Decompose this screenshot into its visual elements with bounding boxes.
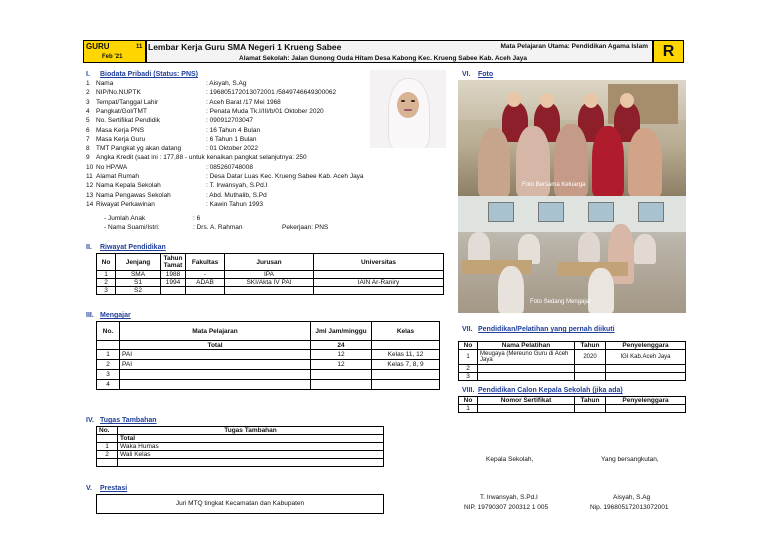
pendidikan-table [96, 253, 444, 295]
table-cell [186, 287, 225, 295]
table-cell: IAIN Ar-Raniry [314, 279, 444, 287]
col-header: Tahun [575, 397, 606, 405]
row-number: 9 [86, 154, 90, 162]
table-cell [225, 287, 314, 295]
col-header: Jurusan [225, 254, 314, 271]
biodata-row [86, 126, 261, 134]
table-cell: 1988 [161, 271, 186, 279]
col-header: Universitas [314, 254, 444, 271]
col-header: Mata Pelajaran [120, 322, 311, 341]
row-number: 12 [86, 182, 94, 190]
table-cell: 2 [97, 360, 120, 370]
table-cell: ADAB [186, 279, 225, 287]
table-cell: 3 [97, 370, 120, 380]
biodata-heading: I. Biodata Pribadi (Status: PNS) [86, 71, 199, 78]
col-header: Jml Jam/minggu [311, 322, 372, 341]
row-label: Nama [96, 80, 114, 87]
sign-left-nip: NIP. 19790307 200312 1 005 [464, 504, 549, 511]
table-cell: 3 [459, 373, 478, 381]
table-row [97, 271, 444, 279]
table-cell: 1994 [161, 279, 186, 287]
table-row [97, 443, 384, 451]
row-label: Nama Pengawas Sekolah [96, 191, 171, 199]
col-header: Tahun Tamat [161, 254, 186, 271]
row-number: 7 [86, 135, 90, 143]
row-value: : 090912703047 [206, 117, 253, 125]
table-cell: 1 [459, 350, 478, 365]
table-row [97, 360, 440, 370]
row-value: : Desa Datar Luas Kec. Krueng Sabee Kab. Aceh Jaya [206, 173, 364, 180]
table-row [97, 287, 444, 295]
table-row [97, 380, 440, 390]
total-value: 24 [311, 341, 372, 350]
col-header: Nomor Sertifikat [478, 397, 575, 405]
table-cell [120, 370, 311, 380]
table-cell [606, 373, 686, 381]
table-cell: 3 [97, 287, 116, 295]
row-number: 4 [86, 107, 90, 115]
sign-left-name: T. Irwansyah, S.Pd.I [480, 494, 538, 501]
col-header: No [459, 397, 478, 405]
row-value: : 6 Tahun 1 Bulan [206, 135, 257, 143]
header-main [146, 40, 653, 63]
biodata-row [86, 89, 337, 97]
pelatihan-heading: VII. Pendidikan/Pelatihan yang pernah diikuti [462, 326, 615, 333]
row-value: : T. Irwansyah, S.Pd.I [206, 182, 268, 190]
table-row [459, 350, 686, 365]
table-cell: Meugaya (Mereuno Guru di Aceh Jaya [478, 350, 575, 365]
table-cell [575, 373, 606, 381]
row-value: : 085260748008 [206, 163, 253, 171]
children-row: - Jumlah Anak : 6 [104, 215, 201, 222]
row-label: No. Sertifikat Pendidik [96, 117, 160, 125]
row-label: NIP/No.NUPTK [96, 89, 141, 97]
table-row [97, 370, 440, 380]
badge-r [653, 40, 684, 63]
table-cell: 12 [311, 360, 372, 370]
calon-table [458, 396, 686, 413]
col-header: Penyelenggara [606, 397, 686, 405]
badge-letter: R [662, 43, 675, 60]
biodata-row [86, 107, 324, 115]
biodata-row [86, 182, 268, 190]
biodata-row [86, 135, 257, 143]
table-cell [606, 405, 686, 413]
table-cell [118, 459, 384, 467]
prestasi-heading: V. Prestasi [86, 485, 128, 492]
teaching-photo [458, 196, 686, 313]
table-cell: PAI [120, 350, 311, 360]
row-value: : Penata Muda Tk.I/III/b/01 Oktober 2020 [206, 107, 324, 115]
col-header: Jenjang [116, 254, 161, 271]
table-cell: 2 [459, 365, 478, 373]
table-cell [606, 365, 686, 373]
biodata-row [86, 98, 281, 106]
sign-left-title: Kepala Sekolah, [486, 456, 534, 463]
row-value: : 196805172013072001 /5849746649300062 [206, 89, 337, 97]
table-cell [478, 405, 575, 413]
col-header: No. [97, 427, 118, 435]
table-cell: - [186, 271, 225, 279]
total-label: Total [120, 341, 311, 350]
row-number: 1 [86, 80, 90, 87]
portrait-photo [370, 70, 446, 148]
spouse-row: - Nama Suami/Istri: : Drs. A. Rahman Pekerjaan: PNS [104, 224, 329, 231]
col-header: Kelas [372, 322, 440, 341]
total-row [97, 435, 384, 443]
row-label: Masa Kerja PNS [96, 126, 145, 134]
row-label: Tempat/Tanggal Lahir [96, 98, 159, 106]
table-cell: PAI [120, 360, 311, 370]
table-cell: 12 [311, 350, 372, 360]
table-cell [120, 380, 311, 390]
table-cell: SMA [116, 271, 161, 279]
mengajar-heading: III. Mengajar [86, 312, 131, 319]
foto-heading: VI. Foto [462, 71, 494, 78]
row-label: Masa Kerja Guru [96, 135, 146, 143]
table-cell: S1 [116, 279, 161, 287]
table-header [97, 254, 444, 271]
biodata-row [86, 173, 364, 180]
main-subject: Mata Pelajaran Utama: Pendidikan Agama Islam [500, 43, 648, 50]
table-cell: 1 [459, 405, 478, 413]
table-cell: 1 [97, 443, 118, 451]
row-number: 10 [86, 163, 94, 171]
row-label: Pangkat/Gol/TMT [96, 107, 147, 115]
table-row [459, 373, 686, 381]
family-photo [458, 80, 686, 196]
table-cell: 2 [97, 451, 118, 459]
teaching-photo-caption: Foto Sedang Mengajar [530, 299, 592, 305]
row-number: 2 [86, 89, 90, 97]
col-header: No [97, 254, 116, 271]
header-date: Feb '21 [102, 54, 123, 60]
row-label: Angka Kredit (saat ini : 177,88 - untuk kenaikan pangkat selanjutnya: 250 [96, 154, 307, 162]
total-label: Total [118, 435, 384, 443]
calon-heading: VIII. Pendidikan Calon Kepala Sekolah (jika ada) [462, 387, 623, 394]
row-label: Riwayat Perkawinan [96, 200, 155, 208]
table-cell [314, 287, 444, 295]
table-cell: 2 [97, 279, 116, 287]
table-cell: S2 [116, 287, 161, 295]
biodata-row [86, 145, 259, 153]
biodata-row [86, 154, 307, 161]
sign-right-name: Aisyah, S.Ag [613, 494, 651, 501]
sign-right-title: Yang bersangkutan, [601, 456, 659, 463]
row-number: 6 [86, 126, 90, 134]
table-row [97, 350, 440, 360]
prestasi-text: Juri MTQ tingkat Kecamatan dan Kabupaten [175, 500, 305, 507]
table-row [459, 365, 686, 373]
table-cell: 2020 [575, 350, 606, 365]
table-cell: Kelas 7, 8, 9 [372, 360, 440, 370]
prestasi-box [96, 494, 384, 514]
row-number: 11 [86, 173, 93, 180]
tugas-heading: IV. Tugas Tambahan [86, 417, 157, 424]
table-cell [478, 365, 575, 373]
school-address: Alamat Sekolah: Jalan Gunong Ouda Hitam Desa Kabong Kec. Krueng Sabee Kab. Aceh Jaya [239, 55, 528, 62]
table-cell [575, 405, 606, 413]
table-cell [311, 370, 372, 380]
biodata-row [86, 191, 267, 199]
col-header: Tugas Tambahan [118, 427, 384, 435]
table-row [97, 459, 384, 467]
table-cell [311, 380, 372, 390]
table-cell: Waka Humas [118, 443, 384, 451]
row-label: Nama Kepala Sekolah [96, 182, 161, 190]
table-row [459, 405, 686, 413]
row-label: TMT Pangkat yg akan datang [96, 145, 182, 153]
table-cell: Kelas 11, 12 [372, 350, 440, 360]
tugas-table [96, 426, 384, 467]
guru-label: GURU [86, 42, 110, 51]
biodata-row [86, 80, 247, 87]
table-cell: 1 [97, 271, 116, 279]
table-cell [478, 373, 575, 381]
row-value: : Aisyah, S.Ag [206, 80, 247, 87]
row-label: No HP/WA [96, 163, 128, 171]
table-cell: IGI Kab.Aceh Jaya [606, 350, 686, 365]
row-value: : Abd. Muthalib, S.Pd [206, 191, 267, 199]
table-cell [575, 365, 606, 373]
table-row [97, 451, 384, 459]
row-number: 13 [86, 191, 94, 199]
row-value: : 01 Oktober 2022 [206, 145, 259, 153]
col-header: No. [97, 322, 120, 341]
table-cell: Wali Kelas [118, 451, 384, 459]
mengajar-table [96, 321, 440, 390]
table-row [97, 279, 444, 287]
family-photo-caption: Foto Bersama Keluarga [522, 182, 586, 188]
pelatihan-table [458, 341, 686, 381]
table-cell [372, 370, 440, 380]
row-value: : Kawin Tahun 1993 [206, 200, 263, 208]
table-cell [372, 380, 440, 390]
guru-number: 11 [136, 44, 143, 50]
pendidikan-heading: II. Riwayat Pendidikan [86, 244, 166, 251]
col-header: No [459, 342, 478, 350]
row-number: 8 [86, 145, 90, 153]
col-header: Fakultas [186, 254, 225, 271]
table-cell [97, 459, 118, 467]
biodata-row [86, 163, 253, 171]
guru-box [83, 40, 146, 63]
row-number: 3 [86, 98, 90, 106]
row-number: 5 [86, 117, 90, 125]
sign-right-nip: Nip. 196805172013072001 [590, 504, 669, 511]
col-header: Nama Pelatihan [478, 342, 575, 350]
row-value: : 16 Tahun 4 Bulan [206, 126, 261, 134]
table-cell: IPA [225, 271, 314, 279]
biodata-row [86, 200, 263, 208]
total-row [97, 341, 440, 350]
table-cell [314, 271, 444, 279]
col-header: Tahun [575, 342, 606, 350]
table-cell: SKI/Akta IV PAI [225, 279, 314, 287]
page-title: Lembar Kerja Guru SMA Negeri 1 Krueng Sabee [148, 42, 342, 52]
table-cell: 1 [97, 350, 120, 360]
row-number: 14 [86, 200, 94, 208]
row-label: Alamat Rumah [96, 173, 139, 180]
table-cell [161, 287, 186, 295]
biodata-row [86, 117, 253, 125]
row-value: : Aceh Barat /17 Mei 1968 [206, 98, 281, 106]
table-cell: 4 [97, 380, 120, 390]
col-header: Penyelenggara [606, 342, 686, 350]
